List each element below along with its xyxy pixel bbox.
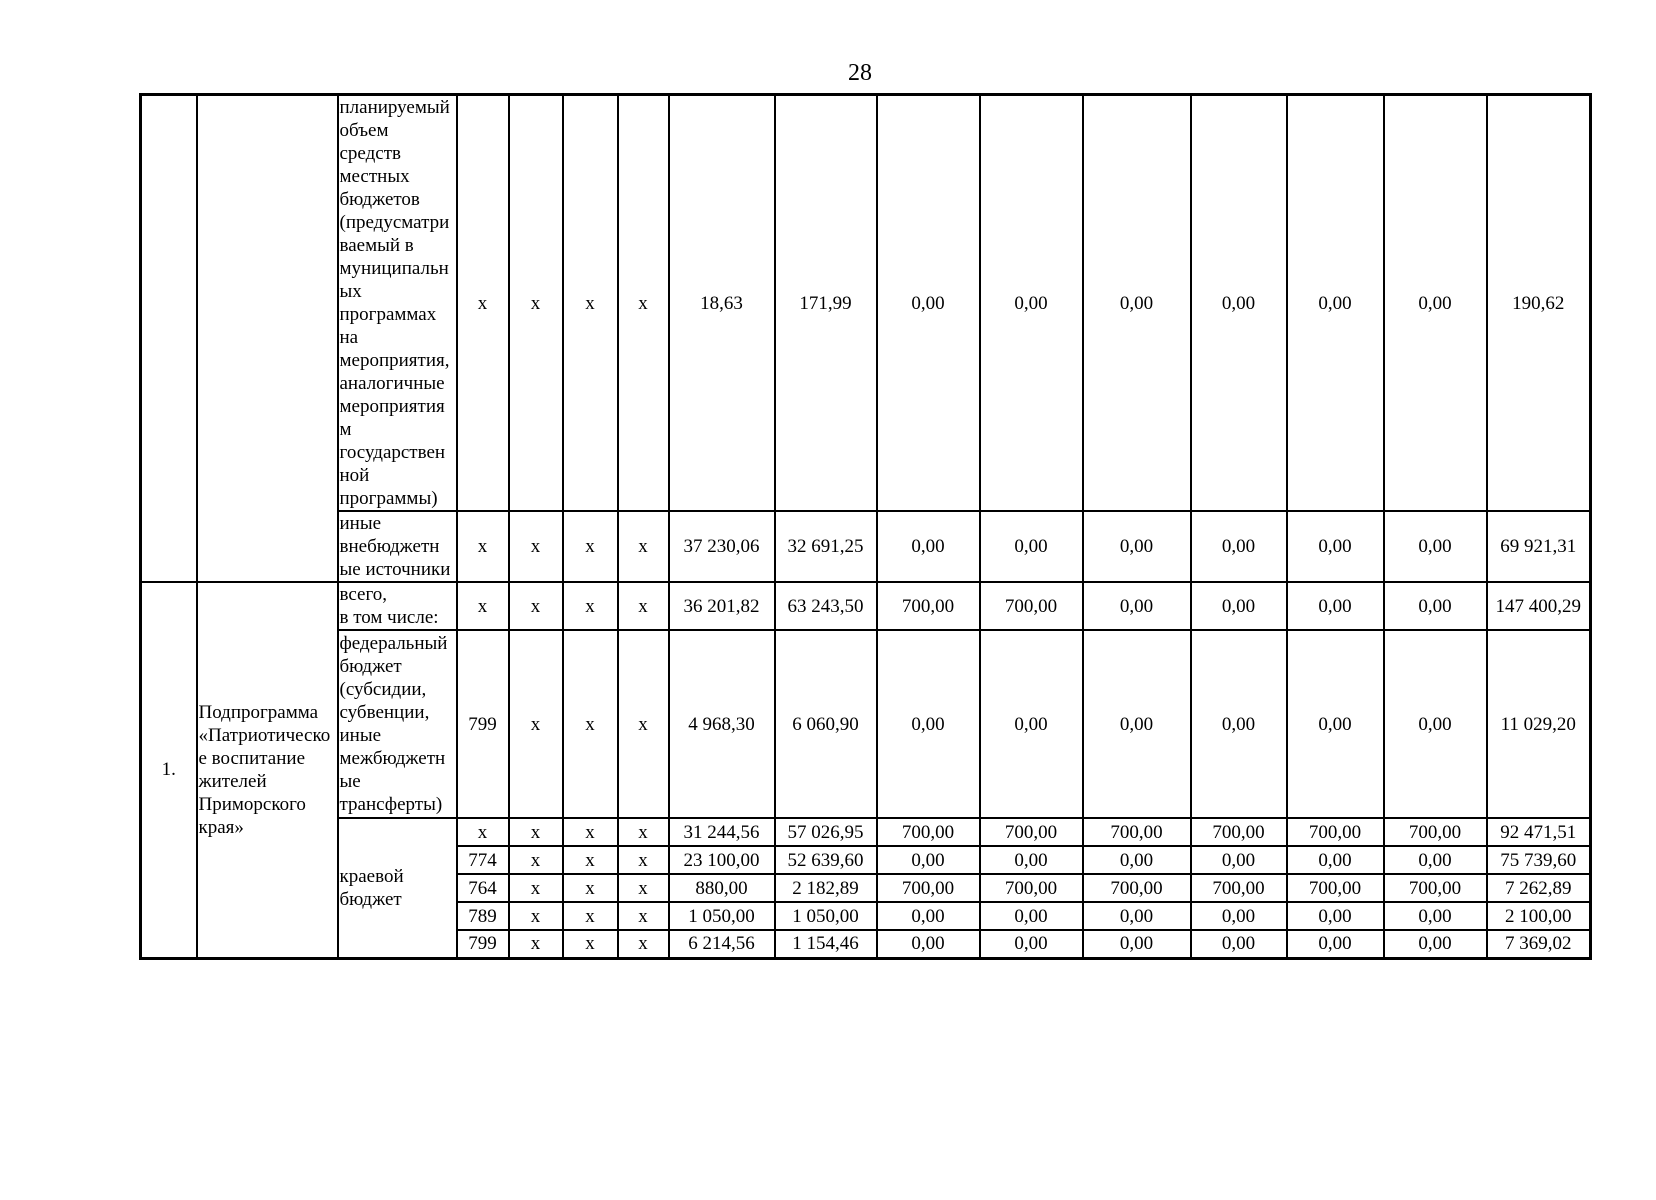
vr-cell: х	[618, 630, 669, 818]
value-cell: 0,00	[1083, 582, 1191, 630]
value-cell: 1 050,00	[775, 902, 877, 930]
table-row	[141, 511, 1591, 582]
budget-table	[139, 93, 1592, 960]
value-cell: 6 214,56	[669, 930, 775, 958]
csr-cell: х	[563, 874, 618, 902]
rz-pr-cell: х	[509, 846, 563, 874]
number-cell	[141, 95, 197, 583]
value-cell: 36 201,82	[669, 582, 775, 630]
value-cell: 0,00	[1287, 582, 1384, 630]
grbs-cell: х	[457, 818, 509, 846]
value-cell: 880,00	[669, 874, 775, 902]
value-cell: 0,00	[1191, 930, 1287, 958]
value-cell: 0,00	[1191, 95, 1287, 512]
value-cell: 0,00	[1287, 846, 1384, 874]
value-cell: 57 026,95	[775, 818, 877, 846]
value-cell: 700,00	[877, 874, 980, 902]
total-cell: 147 400,29	[1487, 582, 1591, 630]
csr-cell: х	[563, 846, 618, 874]
csr-cell: х	[563, 630, 618, 818]
value-cell: 0,00	[980, 95, 1083, 512]
vr-cell: х	[618, 95, 669, 512]
value-cell: 4 968,30	[669, 630, 775, 818]
rz-pr-cell: х	[509, 818, 563, 846]
grbs-cell: х	[457, 95, 509, 512]
funding-source-cell: краевой бюджет	[338, 818, 457, 958]
value-cell: 0,00	[1191, 630, 1287, 818]
value-cell: 700,00	[877, 818, 980, 846]
value-cell: 0,00	[1083, 511, 1191, 582]
value-cell: 171,99	[775, 95, 877, 512]
total-cell: 2 100,00	[1487, 902, 1591, 930]
value-cell: 18,63	[669, 95, 775, 512]
value-cell: 700,00	[1384, 818, 1487, 846]
grbs-cell: х	[457, 582, 509, 630]
value-cell: 700,00	[980, 582, 1083, 630]
value-cell: 0,00	[1191, 582, 1287, 630]
value-cell: 0,00	[877, 930, 980, 958]
csr-cell: х	[563, 511, 618, 582]
rz-pr-cell: х	[509, 874, 563, 902]
value-cell: 0,00	[1191, 511, 1287, 582]
value-cell: 0,00	[1384, 930, 1487, 958]
rz-pr-cell: х	[509, 582, 563, 630]
total-cell: 75 739,60	[1487, 846, 1591, 874]
value-cell: 0,00	[877, 902, 980, 930]
table-row	[141, 630, 1591, 818]
total-cell: 7 369,02	[1487, 930, 1591, 958]
value-cell: 0,00	[1083, 902, 1191, 930]
value-cell: 0,00	[1384, 582, 1487, 630]
subprogram-name-cell: Подпрограмма «Патриотическо е воспитание жителей Приморского края»	[197, 582, 338, 958]
value-cell: 1 154,46	[775, 930, 877, 958]
value-cell: 0,00	[1384, 630, 1487, 818]
value-cell: 37 230,06	[669, 511, 775, 582]
value-cell: 0,00	[1287, 630, 1384, 818]
table-row	[141, 818, 1591, 846]
value-cell: 6 060,90	[775, 630, 877, 818]
value-cell: 0,00	[1384, 846, 1487, 874]
value-cell: 52 639,60	[775, 846, 877, 874]
rz-pr-cell: х	[509, 511, 563, 582]
value-cell: 23 100,00	[669, 846, 775, 874]
rz-pr-cell: х	[509, 95, 563, 512]
vr-cell: х	[618, 874, 669, 902]
value-cell: 0,00	[1287, 95, 1384, 512]
value-cell: 700,00	[877, 582, 980, 630]
rz-pr-cell: х	[509, 902, 563, 930]
funding-source-cell: федеральный бюджет (субсидии, субвенции, иные межбюджетн ые трансферты)	[338, 630, 457, 818]
total-cell: 69 921,31	[1487, 511, 1591, 582]
value-cell: 0,00	[1083, 630, 1191, 818]
value-cell: 0,00	[980, 511, 1083, 582]
value-cell: 0,00	[877, 846, 980, 874]
value-cell: 700,00	[980, 818, 1083, 846]
value-cell: 0,00	[1083, 930, 1191, 958]
total-cell: 190,62	[1487, 95, 1591, 512]
value-cell: 0,00	[980, 930, 1083, 958]
vr-cell: х	[618, 902, 669, 930]
value-cell: 0,00	[980, 846, 1083, 874]
value-cell: 0,00	[1384, 902, 1487, 930]
vr-cell: х	[618, 818, 669, 846]
value-cell: 2 182,89	[775, 874, 877, 902]
value-cell: 700,00	[980, 874, 1083, 902]
value-cell: 700,00	[1191, 818, 1287, 846]
table-row	[141, 582, 1591, 630]
vr-cell: х	[618, 582, 669, 630]
value-cell: 0,00	[1083, 846, 1191, 874]
grbs-cell: 774	[457, 846, 509, 874]
grbs-cell: 764	[457, 874, 509, 902]
vr-cell: х	[618, 930, 669, 958]
value-cell: 700,00	[1083, 874, 1191, 902]
vr-cell: х	[618, 511, 669, 582]
grbs-cell: 789	[457, 902, 509, 930]
value-cell: 0,00	[877, 511, 980, 582]
value-cell: 0,00	[1384, 511, 1487, 582]
value-cell: 0,00	[980, 902, 1083, 930]
value-cell: 31 244,56	[669, 818, 775, 846]
value-cell: 0,00	[1287, 902, 1384, 930]
value-cell: 0,00	[1083, 95, 1191, 512]
grbs-cell: 799	[457, 630, 509, 818]
value-cell: 0,00	[980, 630, 1083, 818]
total-cell: 11 029,20	[1487, 630, 1591, 818]
total-cell: 92 471,51	[1487, 818, 1591, 846]
value-cell: 700,00	[1384, 874, 1487, 902]
value-cell: 0,00	[1191, 846, 1287, 874]
value-cell: 700,00	[1083, 818, 1191, 846]
value-cell: 63 243,50	[775, 582, 877, 630]
value-cell: 700,00	[1191, 874, 1287, 902]
name-cell	[197, 95, 338, 583]
csr-cell: х	[563, 930, 618, 958]
value-cell: 0,00	[1191, 902, 1287, 930]
rz-pr-cell: х	[509, 930, 563, 958]
value-cell: 700,00	[1287, 818, 1384, 846]
funding-source-cell: всего, в том числе:	[338, 582, 457, 630]
value-cell: 700,00	[1287, 874, 1384, 902]
subprogram-number-cell: 1.	[141, 582, 197, 958]
value-cell: 0,00	[877, 630, 980, 818]
rz-pr-cell: х	[509, 630, 563, 818]
page-number: 28	[848, 60, 872, 86]
value-cell: 0,00	[1287, 930, 1384, 958]
csr-cell: х	[563, 95, 618, 512]
vr-cell: х	[618, 846, 669, 874]
value-cell: 0,00	[1287, 511, 1384, 582]
csr-cell: х	[563, 818, 618, 846]
funding-source-cell: иные внебюджетн ые источники	[338, 511, 457, 582]
value-cell: 0,00	[1384, 95, 1487, 512]
grbs-cell: 799	[457, 930, 509, 958]
total-cell: 7 262,89	[1487, 874, 1591, 902]
funding-source-cell: планируемый объем средств местных бюджетов (предусматри ваемый в муниципальн ых программах на мероприятия, аналогичные мероприятия м государствен ной программы)	[338, 95, 457, 512]
value-cell: 1 050,00	[669, 902, 775, 930]
csr-cell: х	[563, 902, 618, 930]
csr-cell: х	[563, 582, 618, 630]
grbs-cell: х	[457, 511, 509, 582]
table-row	[141, 95, 1591, 512]
value-cell: 0,00	[877, 95, 980, 512]
value-cell: 32 691,25	[775, 511, 877, 582]
